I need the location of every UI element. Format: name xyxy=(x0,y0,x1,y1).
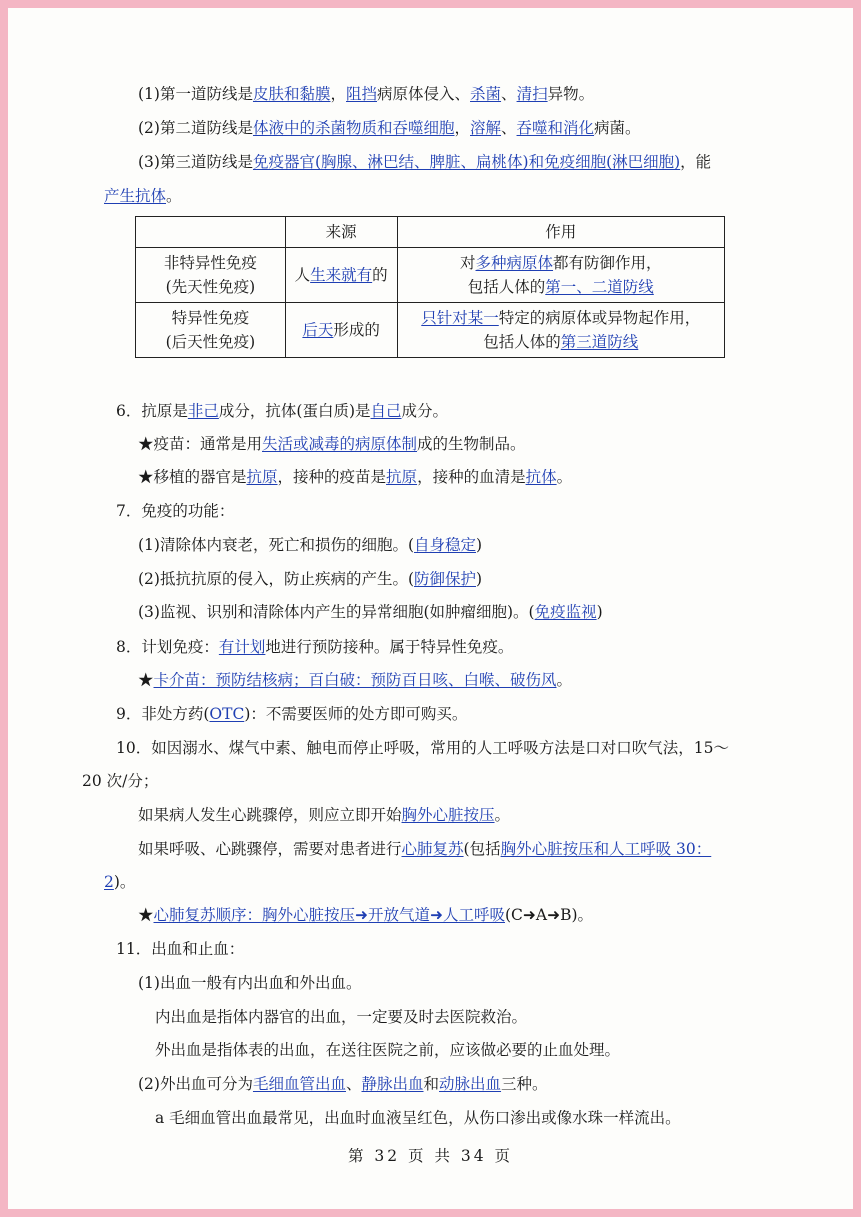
answer-blank: 杀菌 xyxy=(470,85,502,103)
text-line: 如果呼吸、心跳骤停，需要对患者进行心肺复苏(包括胸外心脏按压和人工呼吸 30： xyxy=(138,840,712,858)
text-line: (1)出血一般有内出血和外出血。 xyxy=(138,974,362,992)
answer-blank: 卡介苗：预防结核病；百白破：预防百日咳、白喉、破伤风 xyxy=(153,671,557,689)
answer-blank: 有计划 xyxy=(218,638,266,656)
answer-blank: 清扫 xyxy=(516,85,548,103)
document-page xyxy=(8,8,853,1209)
text-line: 内出血是指体内器官的出血，一定要及时去医院救治。 xyxy=(155,1008,528,1026)
text-line: 产生抗体。 xyxy=(104,187,182,205)
answer-blank: 毛细血管出血 xyxy=(252,1075,346,1093)
immunity-table xyxy=(135,216,725,358)
text-line: 如果病人发生心跳骤停，则应立即开始胸外心脏按压。 xyxy=(138,806,511,824)
answer-blank: 非己 xyxy=(187,402,219,420)
answer-blank: 失活或减毒的病原体制 xyxy=(262,435,418,453)
text-line: ★疫苗：通常是用失活或减毒的病原体制成的生物制品。 xyxy=(138,435,526,453)
table-header-effect: 作用 xyxy=(397,217,724,248)
table-header-row xyxy=(136,217,725,248)
answer-blank: 动脉出血 xyxy=(439,1075,502,1093)
answer-blank: 第三道防线 xyxy=(560,333,639,351)
answer-blank: 只针对某一 xyxy=(421,309,499,327)
text-line: a 毛细血管出血最常见，出血时血液呈红色，从伤口渗出或像水珠一样流出。 xyxy=(155,1109,681,1127)
table-row xyxy=(136,248,725,303)
answer-blank: 免疫器官(胸腺、淋巴结、脾脏、扁桃体)和免疫细胞(淋巴细胞) xyxy=(252,153,681,171)
text-line: (1)第一道防线是皮肤和黏膜，阻挡病原体侵入、杀菌、清扫异物。 xyxy=(138,85,595,103)
answer-blank: 第一、二道防线 xyxy=(545,278,654,296)
answer-blank: 胸外心脏按压和人工呼吸 30： xyxy=(500,840,712,858)
text-line: 2)。 xyxy=(104,873,136,891)
answer-blank: 生来就有 xyxy=(310,266,373,284)
answer-blank: 抗体 xyxy=(525,468,557,486)
table-cell: 对多种病原体都有防御作用， 包括人体的第一、二道防线 xyxy=(397,248,724,303)
answer-blank: 多种病原体 xyxy=(475,254,554,272)
answer-blank: 自己 xyxy=(370,402,402,420)
answer-blank: 后天 xyxy=(302,321,334,339)
answer-blank: 产生抗体 xyxy=(104,187,167,205)
answer-blank: 免疫监视 xyxy=(534,603,597,621)
answer-blank: 静脉出血 xyxy=(361,1075,424,1093)
text-line: 20 次/分； xyxy=(82,772,159,790)
text-line: (1)清除体内衰老，死亡和损伤的细胞。(自身稳定) xyxy=(138,536,483,554)
text-line: ★移植的器官是抗原，接种的疫苗是抗原，接种的血清是抗体。 xyxy=(138,468,573,486)
text-line: 8．计划免疫：有计划地进行预防接种。属于特异性免疫。 xyxy=(116,638,514,656)
text-line: 9．非处方药(OTC)：不需要医师的处方即可购买。 xyxy=(116,705,468,723)
text-line: ★心肺复苏顺序：胸外心脏按压➜开放气道➜人工呼吸(C➜A➜B)。 xyxy=(138,906,594,924)
table-row xyxy=(136,303,725,358)
text-line: (2)抵抗抗原的侵入，防止疾病的产生。(防御保护) xyxy=(138,570,483,588)
text-line: (2)第二道防线是体液中的杀菌物质和吞噬细胞，溶解、吞噬和消化病菌。 xyxy=(138,119,641,137)
answer-blank: 抗原 xyxy=(386,468,418,486)
answer-blank: OTC xyxy=(209,705,245,723)
answer-blank: 阻挡 xyxy=(346,85,378,103)
answer-blank: 防御保护 xyxy=(414,570,477,588)
answer-blank: 抗原 xyxy=(246,468,278,486)
answer-blank: 体液中的杀菌物质和吞噬细胞 xyxy=(252,119,455,137)
table-cell: 人生来就有的 xyxy=(285,248,397,303)
text-line: (3)监视、识别和清除体内产生的异常细胞(如肿瘤细胞)。(免疫监视) xyxy=(138,603,603,621)
text-line: 7．免疫的功能： xyxy=(116,502,235,520)
page-number: 第 32 页 共 34 页 xyxy=(347,1147,514,1165)
answer-blank: 吞噬和消化 xyxy=(516,119,595,137)
table-cell: 后天形成的 xyxy=(285,303,397,358)
text-line: 11．出血和止血： xyxy=(116,940,245,958)
table-cell: 只针对某一特定的病原体或异物起作用， 包括人体的第三道防线 xyxy=(397,303,724,358)
answer-blank: 心肺复苏顺序：胸外心脏按压➜开放气道➜人工呼吸 xyxy=(153,906,505,924)
text-line: 6．抗原是非己成分，抗体(蛋白质)是自己成分。 xyxy=(116,402,449,420)
text-line: 10．如因溺水、煤气中素、触电而停止呼吸，常用的人工呼吸方法是口对口吹气法，15～ xyxy=(116,739,729,757)
table-cell xyxy=(136,217,286,248)
text-line: ★卡介苗：预防结核病；百白破：预防百日咳、白喉、破伤风。 xyxy=(138,671,573,689)
answer-blank: 皮肤和黏膜 xyxy=(252,85,331,103)
answer-blank: 自身稳定 xyxy=(414,536,477,554)
answer-blank: 胸外心脏按压 xyxy=(401,806,495,824)
answer-blank: 心肺复苏 xyxy=(401,840,464,858)
text-line: (3)第三道防线是免疫器官(胸腺、淋巴结、脾脏、扁桃体)和免疫细胞(淋巴细胞)，能 xyxy=(138,153,712,171)
text-line: (2)外出血可分为毛细血管出血、静脉出血和动脉出血三种。 xyxy=(138,1075,548,1093)
table-header-source: 来源 xyxy=(285,217,397,248)
text-line: 外出血是指体表的出血，在送往医院之前，应该做必要的止血处理。 xyxy=(155,1041,621,1059)
answer-blank: 2 xyxy=(104,873,114,891)
table-cell: 非特异性免疫 (先天性免疫) xyxy=(136,248,286,303)
answer-blank: 溶解 xyxy=(470,119,502,137)
table-cell: 特异性免疫 (后天性免疫) xyxy=(136,303,286,358)
